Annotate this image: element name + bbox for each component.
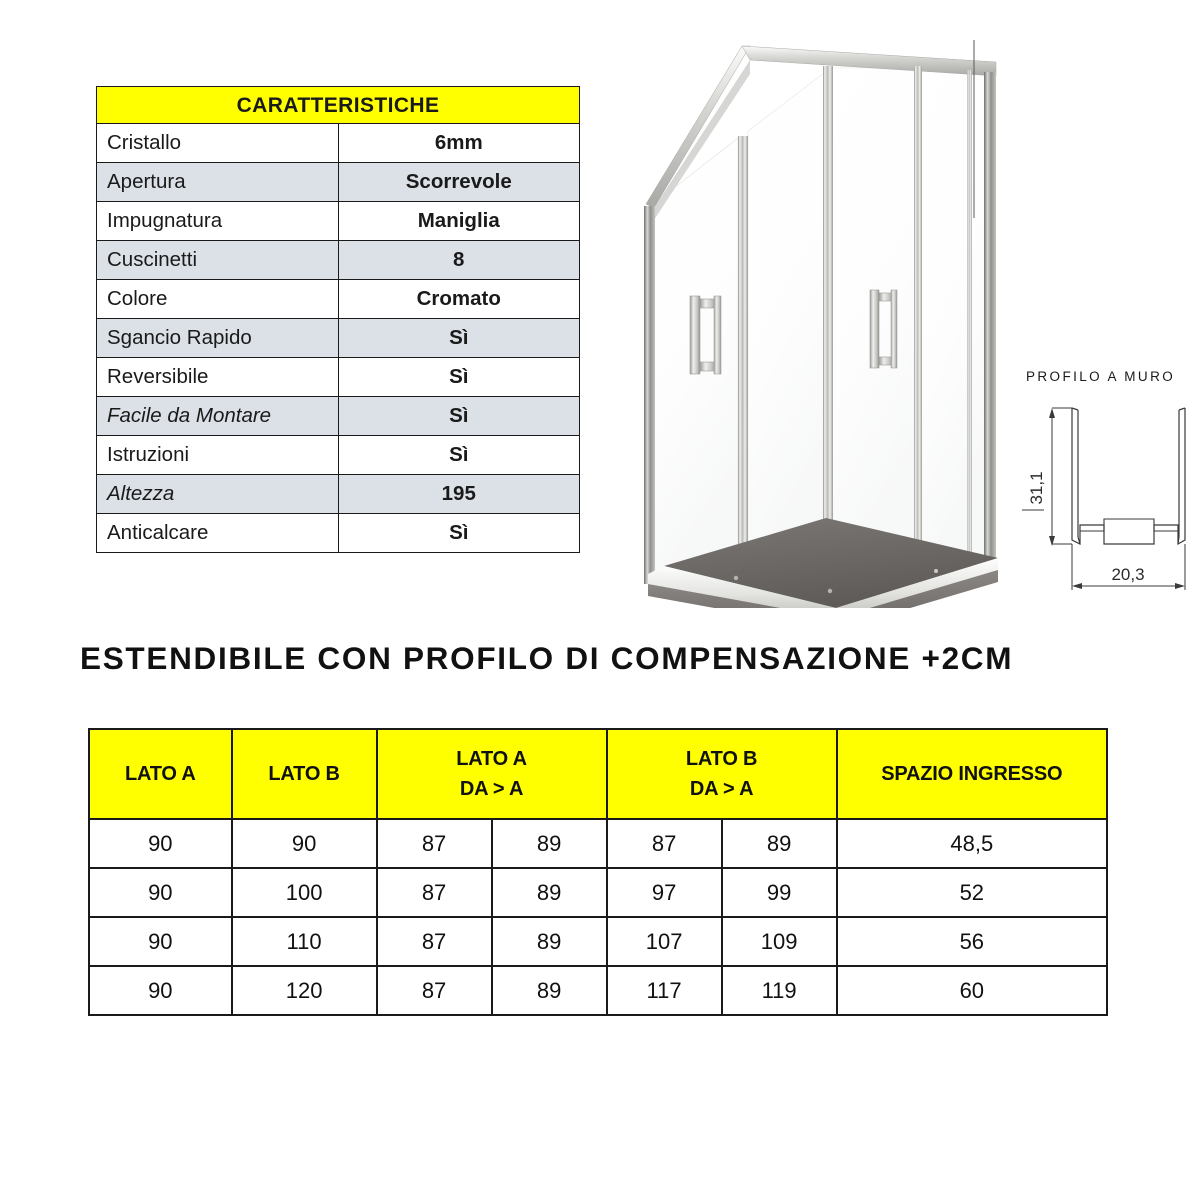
header-lato-b: LATO B — [232, 729, 377, 819]
spec-row-impugnatura — [97, 202, 580, 241]
spec-value-cuscinetti: 8 — [338, 241, 580, 280]
wall-profile-left — [644, 206, 655, 584]
page-headline: ESTENDIBILE CON PROFILO DI COMPENSAZIONE +2CM — [80, 640, 1014, 676]
spec-key-cristallo: Cristallo — [97, 124, 339, 163]
tray-fixing-screw — [934, 569, 938, 573]
spec-value-anticalcare: Sì — [338, 514, 580, 553]
table-row — [89, 966, 1107, 1015]
cell-lato-b: 100 — [232, 868, 377, 917]
tray-fixing-screw — [734, 576, 738, 580]
header-lato-a-range-line1: LATO A — [456, 748, 527, 770]
cell-lato-a-a: 89 — [492, 917, 607, 966]
header-lato-b-range — [607, 729, 837, 819]
cell-spazio-ingresso: 52 — [837, 868, 1107, 917]
cell-lato-b-a: 99 — [722, 868, 837, 917]
spec-key-sgancio-rapido: Sgancio Rapido — [97, 319, 339, 358]
table-row — [89, 819, 1107, 868]
table-row — [89, 868, 1107, 917]
shower-enclosure-illustration — [618, 18, 1018, 608]
spec-row-istruzioni — [97, 436, 580, 475]
cell-lato-b-a: 119 — [722, 966, 837, 1015]
spec-value-altezza: 195 — [338, 475, 580, 514]
cell-lato-a-a: 89 — [492, 819, 607, 868]
spec-key-anticalcare: Anticalcare — [97, 514, 339, 553]
cell-lato-b-da: 107 — [607, 917, 722, 966]
cell-spazio-ingresso: 56 — [837, 917, 1107, 966]
channel-outline — [1072, 408, 1185, 544]
cell-lato-a: 90 — [89, 868, 232, 917]
caratteristiche-header-row — [97, 87, 580, 124]
misure-table-head — [89, 729, 1107, 819]
cell-lato-a-da: 87 — [377, 868, 492, 917]
header-lato-a-range-line2: DA > A — [459, 778, 524, 800]
spec-row-colore — [97, 280, 580, 319]
spec-row-cristallo — [97, 124, 580, 163]
cell-lato-a-a: 89 — [492, 868, 607, 917]
cell-lato-b: 120 — [232, 966, 377, 1015]
misure-table — [88, 728, 1108, 1016]
header-lato-a-range — [377, 729, 607, 819]
glass-panel-left-sliding — [748, 70, 828, 566]
spec-value-impugnatura: Maniglia — [338, 202, 580, 241]
caratteristiche-table — [96, 86, 580, 553]
cell-spazio-ingresso: 48,5 — [837, 819, 1107, 868]
cell-lato-a-a: 89 — [492, 966, 607, 1015]
spec-row-altezza — [97, 475, 580, 514]
cell-lato-a-da: 87 — [377, 917, 492, 966]
spec-row-facile-da-montare — [97, 397, 580, 436]
vertical-profile-right-inner — [967, 70, 972, 575]
wall-profile-right — [984, 72, 996, 577]
spec-row-anticalcare — [97, 514, 580, 553]
spec-key-colore: Colore — [97, 280, 339, 319]
spec-key-istruzioni: Istruzioni — [97, 436, 339, 475]
cell-spazio-ingresso: 60 — [837, 966, 1107, 1015]
vertical-profile-left-inner — [738, 136, 748, 566]
glass-panel-front-right — [921, 68, 986, 574]
spec-key-cuscinetti: Cuscinetti — [97, 241, 339, 280]
profilo-a-muro-title: PROFILO A MURO — [1026, 369, 1176, 384]
product-image-shower-enclosure — [618, 18, 1018, 608]
spec-value-facile-da-montare: Sì — [338, 397, 580, 436]
header-lato-b-range-line1: LATO B — [685, 748, 758, 770]
spec-value-apertura: Scorrevole — [338, 163, 580, 202]
misure-header-row — [89, 729, 1107, 819]
cell-lato-a: 90 — [89, 819, 232, 868]
spec-key-altezza: Altezza — [97, 475, 339, 514]
profilo-a-muro-diagram — [1022, 360, 1198, 606]
header-lato-a: LATO A — [89, 729, 232, 819]
spec-row-apertura — [97, 163, 580, 202]
spec-key-facile-da-montare: Facile da Montare — [97, 397, 339, 436]
spec-row-cuscinetti — [97, 241, 580, 280]
caratteristiche-title: CARATTERISTICHE — [97, 87, 580, 124]
spec-key-reversibile: Reversibile — [97, 358, 339, 397]
cell-lato-a-da: 87 — [377, 819, 492, 868]
spec-key-apertura: Apertura — [97, 163, 339, 202]
misure-table-body — [89, 819, 1107, 1015]
cell-lato-b-da: 97 — [607, 868, 722, 917]
spec-key-impugnatura: Impugnatura — [97, 202, 339, 241]
tray-fixing-screw — [828, 589, 832, 593]
spec-value-sgancio-rapido: Sì — [338, 319, 580, 358]
header-lato-b-range-line2: DA > A — [689, 778, 754, 800]
cell-lato-a: 90 — [89, 917, 232, 966]
spec-value-cristallo: 6mm — [338, 124, 580, 163]
corner-post — [823, 66, 833, 571]
vertical-profile-center — [914, 66, 922, 571]
cell-lato-b: 90 — [232, 819, 377, 868]
cell-lato-b-da: 87 — [607, 819, 722, 868]
spec-row-sgancio-rapido — [97, 319, 580, 358]
header-spazio-ingresso: SPAZIO INGRESSO — [837, 729, 1107, 819]
table-row — [89, 917, 1107, 966]
cell-lato-b-da: 117 — [607, 966, 722, 1015]
spec-value-colore: Cromato — [338, 280, 580, 319]
dimension-height-label: 31,1 — [1027, 471, 1046, 505]
profile-cross-section-svg — [1022, 394, 1198, 599]
caratteristiche-table-body — [97, 87, 580, 553]
spec-value-istruzioni: Sì — [338, 436, 580, 475]
cell-lato-a-da: 87 — [377, 966, 492, 1015]
cell-lato-a: 90 — [89, 966, 232, 1015]
spec-value-reversibile: Sì — [338, 358, 580, 397]
cell-lato-b-a: 89 — [722, 819, 837, 868]
dimension-width-label: 20,3 — [1111, 565, 1145, 584]
spec-row-reversibile — [97, 358, 580, 397]
cell-lato-b: 110 — [232, 917, 377, 966]
cell-lato-b-a: 109 — [722, 917, 837, 966]
